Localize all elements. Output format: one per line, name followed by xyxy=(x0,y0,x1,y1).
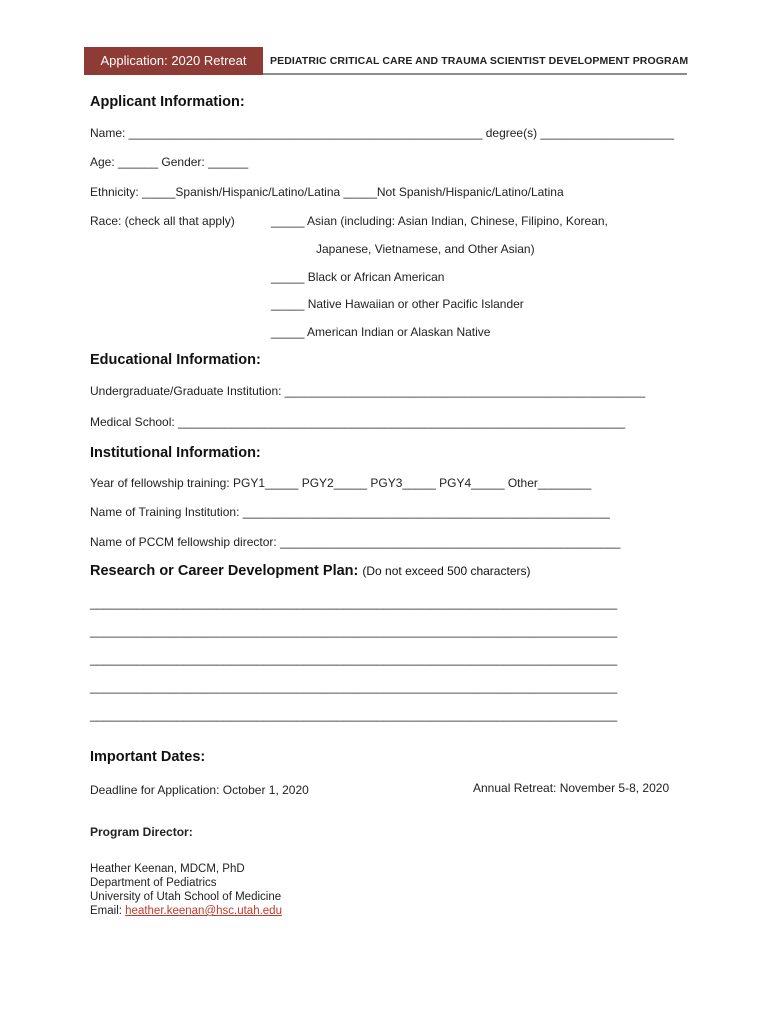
program-title: PEDIATRIC CRITICAL CARE AND TRAUMA SCIENTIST DEVELOPMENT PROGRAM xyxy=(270,55,689,67)
race-option-black[interactable]: _____ Black or African American xyxy=(271,270,445,284)
race-option-asian[interactable]: _____ Asian (including: Asian Indian, Chinese, Filipino, Korean, xyxy=(271,214,608,228)
director-contact xyxy=(90,862,282,918)
institutional-heading: Institutional Information: xyxy=(90,445,261,461)
research-line-3[interactable]: _______________________________________________________________________________ xyxy=(90,652,618,666)
fellowship-year-field[interactable]: Year of fellowship training: PGY1_____ PGY2_____ PGY3_____ PGY4_____ Other________ xyxy=(90,476,592,490)
director-email-row xyxy=(90,904,282,918)
dates-heading: Important Dates: xyxy=(90,749,206,765)
name-field[interactable]: Name: _____________________________________________________ degree(s) ____________________ xyxy=(90,126,674,140)
deadline-text: Deadline for Application: October 1, 2020 xyxy=(90,783,309,797)
research-heading-text: Research or Career Development Plan: xyxy=(90,563,359,579)
research-line-2[interactable]: _______________________________________________________________________________ xyxy=(90,624,618,638)
email-link[interactable]: heather.keenan@hsc.utah.edu xyxy=(125,905,282,917)
institution-field[interactable]: Undergraduate/Graduate Institution: ______________________________________________________ xyxy=(90,384,646,398)
director-name: Heather Keenan, MDCM, PhD xyxy=(90,863,245,875)
age-gender-field[interactable]: Age: ______ Gender: ______ xyxy=(90,155,249,169)
retreat-text: Annual Retreat: November 5-8, 2020 xyxy=(473,781,670,795)
email-label: Email: xyxy=(90,905,126,917)
applicant-heading: Applicant Information: xyxy=(90,94,245,110)
race-option-hawaiian[interactable]: _____ Native Hawaiian or other Pacific Islander xyxy=(271,297,524,311)
research-note: (Do not exceed 500 characters) xyxy=(362,564,531,578)
fellowship-director-field[interactable]: Name of PCCM fellowship director: ___________________________________________________ xyxy=(90,535,621,549)
medical-school-field[interactable]: Medical School: ___________________________________________________________________ xyxy=(90,415,626,429)
header-tab: Application: 2020 Retreat xyxy=(84,47,263,75)
director-school: University of Utah School of Medicine xyxy=(90,891,282,903)
director-heading: Program Director: xyxy=(90,825,193,839)
director-department: Department of Pediatrics xyxy=(90,877,217,889)
research-line-4[interactable]: _______________________________________________________________________________ xyxy=(90,680,618,694)
ethnicity-field[interactable]: Ethnicity: _____Spanish/Hispanic/Latino/Latina _____Not Spanish/Hispanic/Latino/Latina xyxy=(90,185,564,199)
training-institution-field[interactable]: Name of Training Institution: _______________________________________________________ xyxy=(90,505,610,519)
research-heading xyxy=(90,563,530,579)
education-heading: Educational Information: xyxy=(90,352,261,368)
race-option-native[interactable]: _____ American Indian or Alaskan Native xyxy=(271,325,491,339)
race-label: Race: (check all that apply) xyxy=(90,214,235,228)
race-option-asian-cont: Japanese, Vietnamese, and Other Asian) xyxy=(316,242,535,256)
research-line-1[interactable]: _______________________________________________________________________________ xyxy=(90,596,618,610)
research-line-5[interactable]: _______________________________________________________________________________ xyxy=(90,708,618,722)
